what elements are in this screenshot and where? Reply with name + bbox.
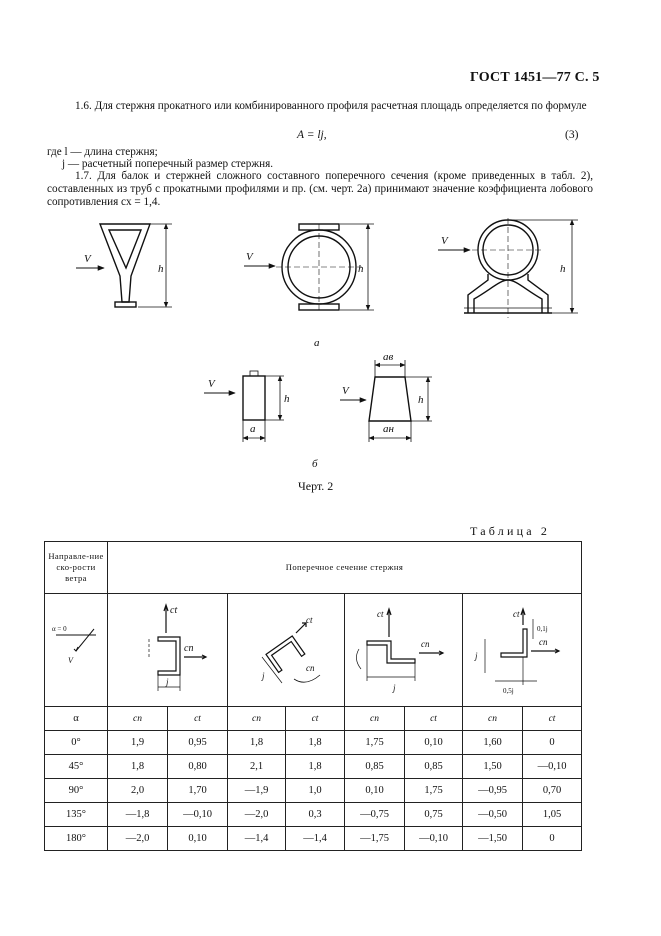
cell: 0,10 (405, 731, 463, 755)
cell: —2,0 (108, 827, 168, 851)
rectangle-section-diagram (204, 371, 284, 442)
cell: —1,75 (345, 827, 405, 851)
cn-label-3: cn (420, 638, 429, 649)
cell: —1,4 (286, 827, 345, 851)
formula-number: (3) (565, 129, 579, 141)
table-row (45, 755, 582, 779)
cell: —0,75 (345, 803, 405, 827)
cell: 1,75 (345, 731, 405, 755)
cell: 1,60 (463, 731, 523, 755)
label-h-2: h (358, 263, 364, 275)
ratio-01j-label: 0,1j (537, 624, 548, 633)
z-section-diagram (345, 594, 463, 707)
cell: 2,0 (108, 779, 168, 803)
figure-caption: Черт. 2 (298, 479, 334, 493)
where-j-text: j — расчетный поперечный размер стержня. (62, 158, 274, 170)
angle-section-diagram (463, 594, 582, 707)
where-l-text: где l — длина стержня; (47, 146, 158, 158)
label-an: aн (383, 423, 394, 435)
cell: 0,75 (405, 803, 463, 827)
label-h-5: h (418, 394, 424, 406)
cn-header-4: cn (463, 707, 523, 731)
cell: —0,50 (463, 803, 523, 827)
row-angle: 45° (45, 755, 108, 779)
cell: 2,1 (228, 755, 286, 779)
row-angle: 135° (45, 803, 108, 827)
cell: 0,80 (168, 755, 228, 779)
ct-label-3: ct (376, 608, 383, 619)
paragraph-1-7: 1.7. Для балок и стержней сложного составного поперечного сечения (кроме приведенных в табл. 2), составленных из труб с прокатными профилями и пр. (см. черт. 2а) принимают значение коэффициента лобового сопротивления cx = 1,4. (47, 170, 593, 208)
cn-label-4: cn (539, 636, 548, 647)
label-a: a (250, 423, 256, 435)
cell: 0,10 (345, 779, 405, 803)
ct-header-2: ct (286, 707, 345, 731)
tube-on-frame-diagram (438, 218, 578, 318)
cell: 1,8 (228, 731, 286, 755)
page-header: ГОСТ 1451—77 С. 5 (470, 70, 600, 85)
figure-chert-2 (0, 210, 661, 480)
ct-header-3: ct (405, 707, 463, 731)
alpha-zero-label: α = 0 (52, 624, 67, 633)
rotated-channel-diagram (228, 594, 345, 707)
cell: —0,10 (405, 827, 463, 851)
cell: 1,8 (286, 731, 345, 755)
table-row (45, 731, 582, 755)
table-row (45, 803, 582, 827)
alpha-header: α (45, 707, 108, 731)
ct-header-1: ct (168, 707, 228, 731)
section-header: Поперечное сечение стержня (108, 542, 582, 594)
ratio-05j-label: 0,5j (503, 686, 514, 695)
cn-header-1: cn (108, 707, 168, 731)
cell: 1,70 (168, 779, 228, 803)
cell: —1,50 (463, 827, 523, 851)
cell: —0,10 (523, 755, 582, 779)
cell: 0,95 (168, 731, 228, 755)
v-label: V (68, 655, 73, 665)
cell: 1,8 (286, 755, 345, 779)
j-label: j (165, 676, 169, 687)
ct-label: ct (169, 604, 177, 616)
cell: 0,85 (345, 755, 405, 779)
label-v-3: V (441, 235, 448, 247)
cell: —1,4 (228, 827, 286, 851)
label-v-2: V (246, 251, 253, 263)
row-angle: 0° (45, 731, 108, 755)
label-v-1: V (84, 253, 91, 265)
j-label-2: j (262, 670, 265, 681)
direction-header: Направле-ние ско-рости ветра (45, 542, 108, 594)
cell: 0 (523, 827, 582, 851)
table-title: Таблица 2 (470, 524, 551, 538)
row-angle: 180° (45, 827, 108, 851)
cell: 0 (523, 731, 582, 755)
cell: 1,75 (405, 779, 463, 803)
label-h-3: h (560, 263, 566, 275)
cell: —1,9 (228, 779, 286, 803)
wind-direction-diagram (45, 594, 108, 707)
cell: 0,85 (405, 755, 463, 779)
cell: —1,8 (108, 803, 168, 827)
channel-section-diagram (108, 594, 228, 707)
table-2 (44, 541, 582, 851)
ct-label-4: ct (513, 608, 520, 619)
cn-header-3: cn (345, 707, 405, 731)
cell: 0,3 (286, 803, 345, 827)
cell: 1,05 (523, 803, 582, 827)
label-av: aв (383, 351, 394, 363)
formula-expression: A = lj, (297, 129, 327, 141)
table-row (45, 779, 582, 803)
cell: 1,8 (108, 755, 168, 779)
tube-with-flats-diagram (244, 224, 374, 310)
paragraph-1-6: 1.6. Для стержня прокатного или комбинированного профиля расчетная площадь определяется по формуле (75, 100, 587, 112)
ct-header-4: ct (523, 707, 582, 731)
caption-a: а (314, 337, 320, 349)
cell: 1,9 (108, 731, 168, 755)
table-row (45, 827, 582, 851)
cell: —0,95 (463, 779, 523, 803)
label-v-4: V (208, 378, 215, 390)
cell: 0,70 (523, 779, 582, 803)
cn-label-2: cn (306, 662, 315, 673)
cell: —2,0 (228, 803, 286, 827)
cn-header-2: cn (228, 707, 286, 731)
label-h-4: h (284, 393, 290, 405)
ct-label-2: ct (306, 614, 313, 625)
cell: 1,0 (286, 779, 345, 803)
caption-b: б (312, 458, 318, 470)
cell: 0,10 (168, 827, 228, 851)
cell: 1,50 (463, 755, 523, 779)
label-v-5: V (342, 385, 349, 397)
label-h-1: h (158, 263, 164, 275)
j-label-4: j (475, 650, 478, 661)
cn-label: cn (183, 642, 193, 654)
cell: —0,10 (168, 803, 228, 827)
row-angle: 90° (45, 779, 108, 803)
j-label-3: j (392, 682, 396, 693)
